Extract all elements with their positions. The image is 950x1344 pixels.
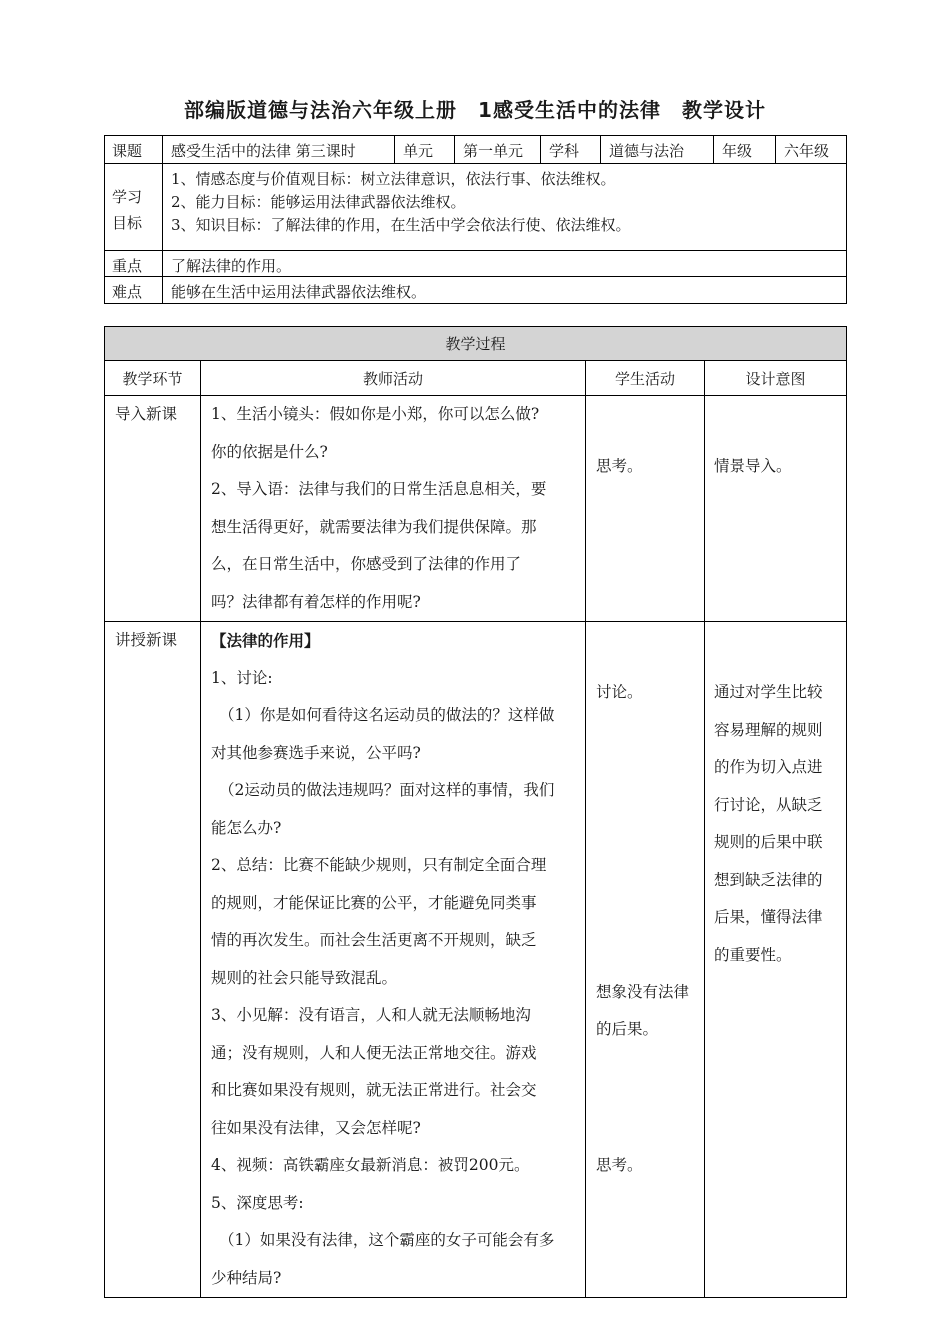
- teacher-line: （2运动员的做法违规吗？面对这样的事情，我们: [219, 781, 555, 799]
- goals-list: [163, 164, 847, 251]
- grade-value: 六年级: [776, 136, 847, 164]
- new-lesson-design-intent: [705, 622, 847, 1298]
- goal-item: 1、情感态度与价值观目标：树立法律意识，依法行事、依法维权。: [171, 170, 616, 188]
- teacher-line: 的规则，才能保证比赛的公平，才能避免同类事: [211, 893, 537, 912]
- new-lesson-stage: 讲授新课: [105, 622, 201, 1298]
- document-title: 部编版道德与法治六年级上册 1感受生活中的法律 教学设计: [184, 98, 766, 122]
- teacher-line: 1、讨论:: [211, 668, 273, 687]
- teacher-line: 你的依据是什么?: [211, 442, 328, 461]
- teacher-line: 4、视频：高铁霸座女最新消息：被罚200元。: [211, 1156, 530, 1174]
- goals-label-line2: 目标: [112, 214, 143, 232]
- goals-label-line1: 学习: [112, 188, 143, 206]
- teacher-line: 少种结局?: [211, 1268, 282, 1287]
- design-line: 通过对学生比较: [714, 683, 823, 701]
- goal-item: 2、能力目标：能够运用法律武器依法维权。: [171, 193, 466, 211]
- unit-label: 单元: [395, 136, 455, 164]
- teacher-line: 和比赛如果没有规则，就无法正常进行。社会交: [211, 1081, 537, 1099]
- course-info-table: [104, 135, 847, 304]
- design-line: 规则的后果中联: [714, 833, 823, 851]
- column-header-student: 学生活动: [586, 361, 705, 396]
- teacher-line: 么，在日常生活中，你感受到了法律的作用了: [211, 555, 522, 573]
- unit-value: 第一单元: [455, 136, 541, 164]
- teacher-line: 1、生活小镜头：假如你是小郑，你可以怎么做?: [211, 405, 540, 423]
- subject-label: 学科: [541, 136, 601, 164]
- difficulty-value: 能够在生活中运用法律武器依法维权。: [163, 277, 847, 304]
- design-line: 想到缺乏法律的: [714, 870, 823, 889]
- student-discuss: 讨论。: [596, 683, 643, 701]
- teacher-line: 通；没有规则，人和人便无法正常地交往。游戏: [211, 1043, 537, 1062]
- student-imagine-line2: 的后果。: [596, 1020, 659, 1038]
- intro-design-text: 情景导入。: [714, 457, 792, 475]
- column-header-teacher: 教师活动: [201, 361, 586, 396]
- teacher-line: 吗？法律都有着怎样的作用呢?: [211, 592, 421, 611]
- intro-stage: 导入新课: [105, 396, 201, 622]
- design-line: 容易理解的规则: [714, 720, 823, 739]
- column-header-design: 设计意图: [705, 361, 847, 396]
- intro-student-text: 思考。: [596, 457, 643, 475]
- design-line: 的重要性。: [714, 945, 792, 964]
- teacher-line: 想生活得更好，就需要法律为我们提供保障。那: [211, 517, 537, 536]
- teacher-line: （1）如果没有法律，这个霸座的女子可能会有多: [219, 1231, 555, 1249]
- intro-teacher-activity: [201, 396, 586, 622]
- grade-label: 年级: [714, 136, 776, 164]
- new-lesson-student-activity: [586, 622, 705, 1298]
- new-lesson-teacher-activity: [201, 622, 586, 1298]
- student-imagine-line1: 想象没有法律: [596, 982, 690, 1001]
- subject-value: 道德与法治: [601, 136, 714, 164]
- teacher-line: （1）你是如何看待这名运动员的做法的？这样做: [219, 706, 555, 724]
- column-header-stage: 教学环节: [105, 361, 201, 396]
- teacher-line: 对其他参赛选手来说，公平吗?: [211, 743, 421, 762]
- intro-design-intent: [705, 396, 847, 622]
- teacher-line: 往如果没有法律，又会怎样呢?: [211, 1118, 421, 1137]
- teacher-line: 能怎么办?: [211, 818, 282, 837]
- goals-label: [105, 164, 163, 251]
- teacher-line: 2、导入语：法律与我们的日常生活息息相关，要: [211, 480, 547, 498]
- key-point-value: 了解法律的作用。: [163, 251, 847, 277]
- teacher-line: 5、深度思考:: [211, 1193, 304, 1212]
- teaching-process-table: [104, 326, 847, 1298]
- section-heading: 【法律的作用】: [211, 631, 320, 650]
- design-line: 的作为切入点进: [714, 758, 823, 776]
- teacher-line: 2、总结：比赛不能缺少规则，只有制定全面合理: [211, 856, 547, 874]
- intro-student-activity: [586, 396, 705, 622]
- process-header: 教学过程: [105, 327, 847, 361]
- teacher-line: 情的再次发生。而社会生活更离不开规则，缺乏: [211, 931, 537, 949]
- difficulty-label: 难点: [105, 277, 163, 304]
- topic-value: 感受生活中的法律 第三课时: [163, 136, 395, 164]
- key-point-label: 重点: [105, 251, 163, 277]
- student-think: 思考。: [596, 1155, 643, 1174]
- teacher-line: 3、小见解：没有语言，人和人就无法顺畅地沟: [211, 1006, 531, 1024]
- goal-item: 3、知识目标：了解法律的作用，在生活中学会依法行使、依法维权。: [171, 216, 631, 234]
- design-line: 行讨论，从缺乏: [714, 795, 823, 814]
- design-line: 后果，懂得法律: [714, 908, 823, 926]
- teacher-line: 规则的社会只能导致混乱。: [211, 968, 398, 987]
- topic-label: 课题: [105, 136, 163, 164]
